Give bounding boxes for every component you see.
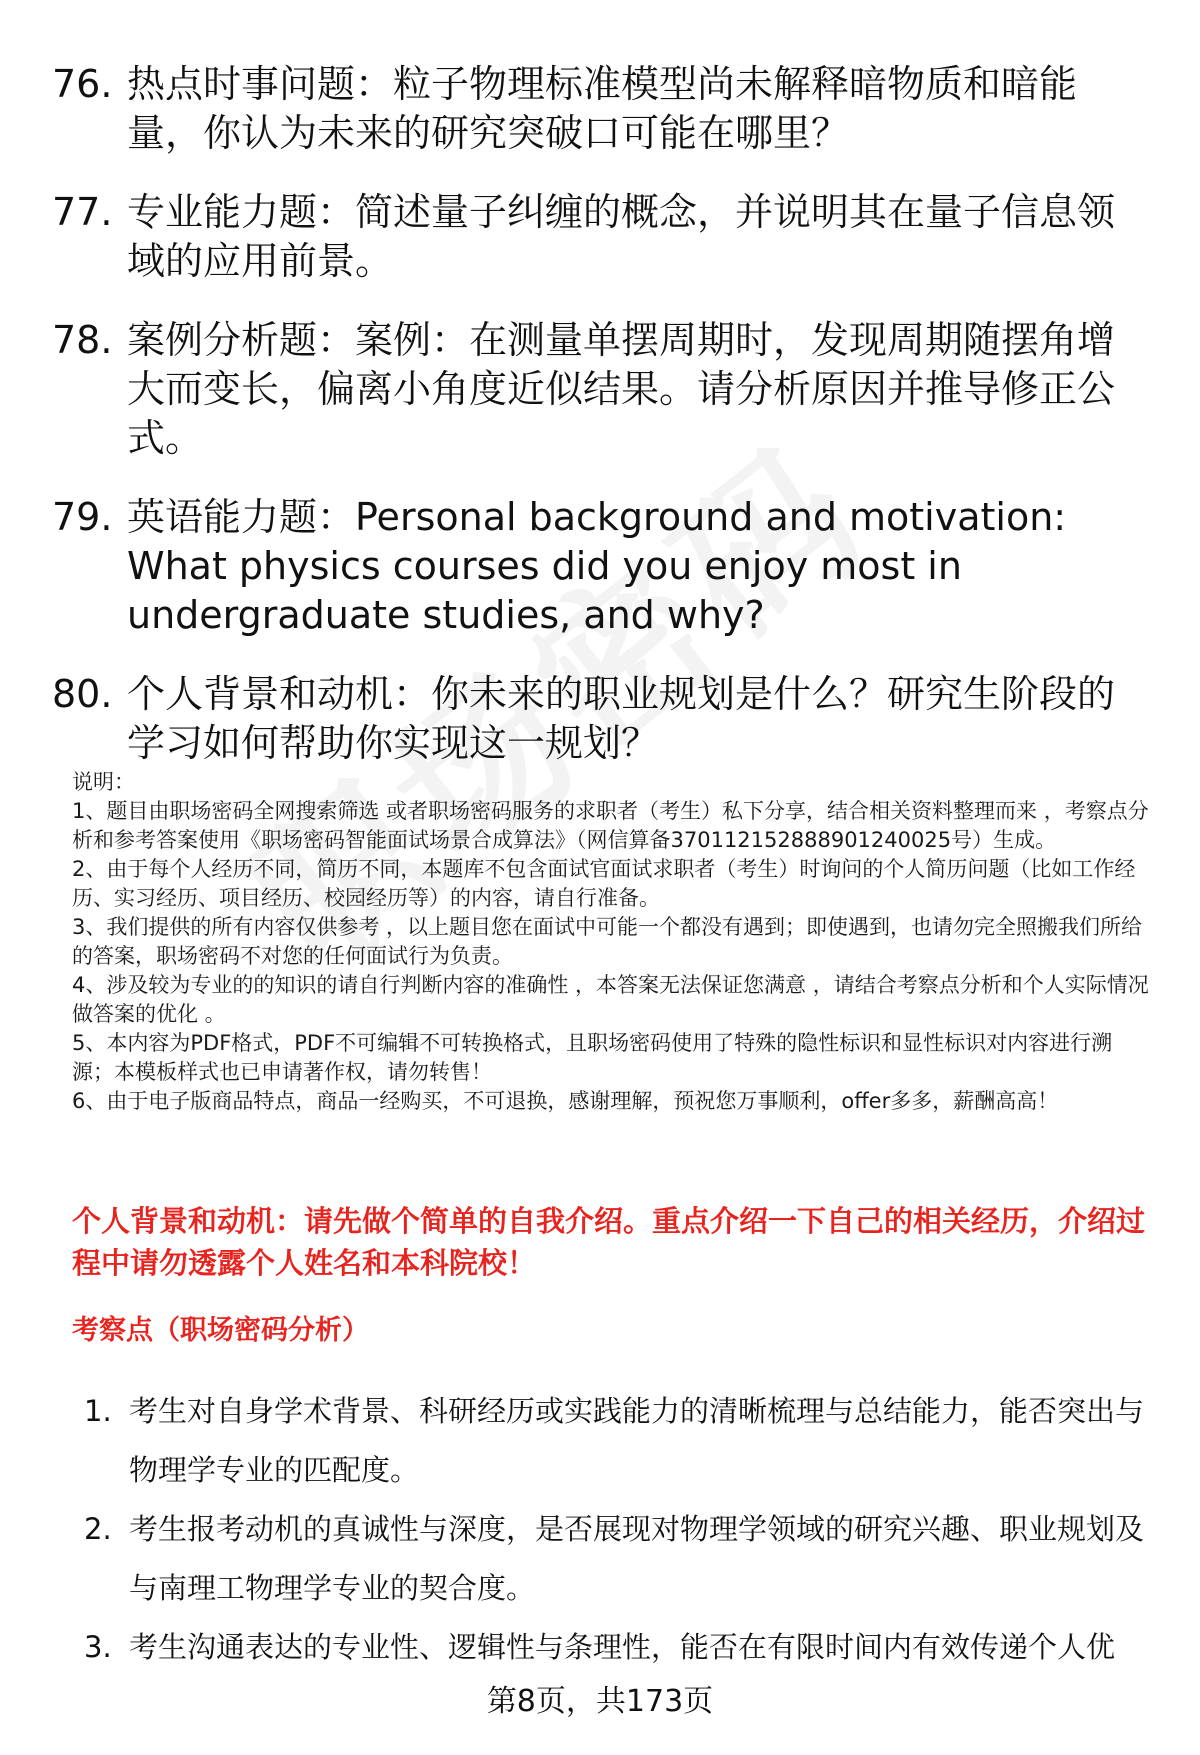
point-number: 1. bbox=[84, 1394, 112, 1428]
analysis-point bbox=[84, 1500, 1154, 1618]
question-list bbox=[52, 60, 1152, 798]
note-item: 6、由于电子版商品特点，商品一经购买，不可退换，感谢理解，预祝您万事顺利，offer多多，薪酬高高！ bbox=[72, 1089, 1059, 1113]
question-text: 案例分析题：案例：在测量单摆周期时，发现周期随摆角增大而变长，偏离小角度近似结果。请分析原因并推导修正公式。 bbox=[127, 318, 1116, 460]
question-text: 个人背景和动机：你未来的职业规划是什么？研究生阶段的学习如何帮助你实现这一规划？ bbox=[127, 672, 1116, 765]
question-heading: 个人背景和动机：请先做个简单的自我介绍。重点介绍一下自己的相关经历，介绍过程中请勿透露个人姓名和本科院校！ bbox=[72, 1204, 1146, 1280]
question-number: 80. bbox=[52, 672, 113, 716]
question-item bbox=[52, 188, 1152, 286]
note-item: 2、由于每个人经历不同，简历不同，本题库不包含面试官面试求职者（考生）时询问的个人简历问题（比如工作经历、实习经历、项目经历、校园经历等）的内容，请自行准备。 bbox=[72, 857, 1136, 910]
question-item bbox=[52, 670, 1152, 768]
notes-title: 说明： bbox=[72, 770, 135, 794]
point-text: 考生报考动机的真诚性与深度，是否展现对物理学领域的研究兴趣、职业规划及与南理工物理学专业的契合度。 bbox=[129, 1512, 1145, 1605]
point-number: 2. bbox=[84, 1512, 112, 1546]
notes-section bbox=[72, 768, 1152, 1116]
point-number: 3. bbox=[84, 1630, 112, 1664]
analysis-heading: 考察点（职场密码分析） bbox=[72, 1315, 369, 1346]
point-text: 考生沟通表达的专业性、逻辑性与条理性，能否在有限时间内有效传递个人优 bbox=[129, 1630, 1116, 1664]
question-item bbox=[52, 493, 1152, 640]
page-footer: 第8页，共173页 bbox=[486, 1684, 714, 1719]
question-item bbox=[52, 60, 1152, 158]
question-number: 79. bbox=[52, 495, 113, 539]
analysis-points bbox=[84, 1382, 1154, 1677]
analysis-point bbox=[84, 1618, 1154, 1677]
question-number: 78. bbox=[52, 318, 113, 362]
note-item: 4、涉及较为专业的的知识的请自行判断内容的准确性 ，本答案无法保证您满意 ，请结合考察点分析和个人实际情况做答案的优化 。 bbox=[72, 973, 1149, 1026]
point-text: 考生对自身学术背景、科研经历或实践能力的清晰梳理与总结能力，能否突出与物理学专业的匹配度。 bbox=[129, 1394, 1145, 1487]
note-item: 3、我们提供的所有内容仅供参考 ，以上题目您在面试中可能一个都没有遇到；即使遇到，也请勿完全照搬我们所给的答案，职场密码不对您的任何面试行为负责。 bbox=[72, 915, 1143, 968]
question-text: 专业能力题：简述量子纠缠的概念，并说明其在量子信息领域的应用前景。 bbox=[127, 190, 1116, 283]
note-item: 1、题目由职场密码全网搜索筛选 或者职场密码服务的求职者（考生）私下分享，结合相关资料整理而来 ，考察点分析和参考答案使用《职场密码智能面试场景合成算法》（网信算备370112152888901240025号）生成。 bbox=[72, 799, 1149, 852]
question-item bbox=[52, 316, 1152, 463]
note-item: 5、本内容为PDF格式，PDF不可编辑不可转换格式，且职场密码使用了特殊的隐性标识和显性标识对内容进行溯源；本模板样式也已申请著作权，请勿转售！ bbox=[72, 1031, 1113, 1084]
question-text: 热点时事问题：粒子物理标准模型尚未解释暗物质和暗能量，你认为未来的研究突破口可能在哪里？ bbox=[127, 62, 1078, 155]
question-number: 77. bbox=[52, 190, 113, 234]
analysis-point bbox=[84, 1382, 1154, 1500]
question-number: 76. bbox=[52, 62, 113, 106]
question-text: 英语能力题：Personal background and motivation: What physics courses did you enjoy most in undergraduate studies, and why? bbox=[127, 495, 1067, 637]
